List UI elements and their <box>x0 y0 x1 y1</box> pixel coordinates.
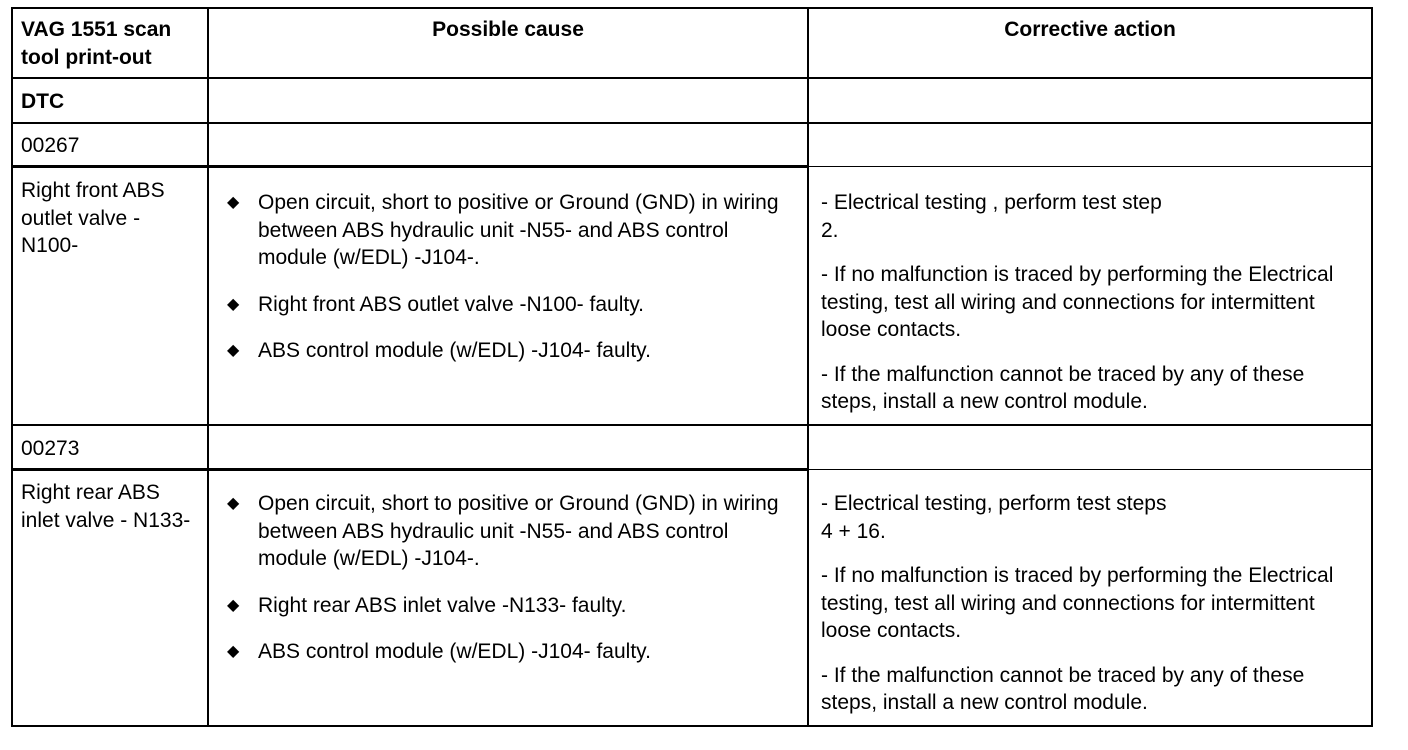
cause-item <box>227 189 799 272</box>
dtc-code-text: 00273 <box>21 437 80 460</box>
dtc-code <box>21 435 205 463</box>
row-divider-code-2-right <box>809 469 1371 470</box>
component-name-text: Right rear ABS inlet valve - N133- <box>21 481 191 532</box>
row-divider-code-1 <box>13 165 809 168</box>
cause-text: Right front ABS outlet valve -N100- faulty. <box>258 292 644 316</box>
cause-item <box>227 638 799 666</box>
component-name <box>21 177 201 260</box>
dtc-label <box>21 88 205 116</box>
row-divider-header <box>13 77 1371 79</box>
action-step: - If no malfunction is traced by performing the Electrical testing, test all wiring and connections for intermittent loose contacts. <box>821 263 1334 341</box>
header-corrective-action-label: Corrective action <box>1004 18 1176 41</box>
bullet-icon: ◆ <box>227 643 240 660</box>
row-divider-dtc <box>13 122 1371 124</box>
header-possible-cause <box>209 16 807 44</box>
header-scan-tool <box>21 16 205 71</box>
action-step: - If the malfunction cannot be traced by any of these steps, install a new control module. <box>821 663 1305 714</box>
action-step: - Electrical testing, perform test steps 4 + 16. <box>821 492 1167 543</box>
bullet-icon: ◆ <box>227 295 240 313</box>
row-divider-code-1-right <box>809 166 1371 167</box>
column-divider-2 <box>807 9 809 725</box>
cause-item <box>227 592 799 620</box>
cause-text: ABS control module (w/EDL) -J104- faulty. <box>258 339 651 362</box>
row-divider-code-2 <box>13 468 809 471</box>
action-step: - Electrical testing , perform test step 2. <box>821 191 1162 242</box>
possible-causes <box>227 189 799 384</box>
header-possible-cause-label: Possible cause <box>432 18 584 41</box>
possible-causes <box>227 490 799 685</box>
bullet-icon: ◆ <box>227 342 240 359</box>
action-step: - If no malfunction is traced by performing the Electrical testing, test all wiring and connections for intermittent loose contacts. <box>821 564 1334 642</box>
bullet-icon: ◆ <box>227 495 240 512</box>
cause-text: Open circuit, short to positive or Ground (GND) in wiring between ABS hydraulic unit -N55- and ABS control module (w/EDL) -J104-. <box>258 492 779 570</box>
cause-text: Open circuit, short to positive or Ground (GND) in wiring between ABS hydraulic unit -N55- and ABS control module (w/EDL) -J104-. <box>258 191 779 269</box>
cause-list <box>227 189 799 365</box>
cause-text: Right rear ABS inlet valve -N133- faulty. <box>258 593 627 617</box>
bullet-icon: ◆ <box>227 596 240 614</box>
cause-item <box>227 291 799 319</box>
cause-text: ABS control module (w/EDL) -J104- faulty. <box>258 640 651 663</box>
corrective-actions <box>821 490 1351 734</box>
dtc-code-text: 00267 <box>21 134 80 157</box>
corrective-actions <box>821 189 1351 433</box>
cause-item <box>227 337 799 365</box>
cause-list <box>227 490 799 666</box>
header-scan-tool-label: VAG 1551 scan tool print-out <box>21 18 172 69</box>
cause-item <box>227 490 799 573</box>
header-corrective-action <box>809 16 1371 44</box>
dtc-code <box>21 132 205 160</box>
column-divider-1 <box>207 9 209 725</box>
dtc-table <box>11 7 1373 727</box>
dtc-label-text: DTC <box>21 90 65 113</box>
component-name-text: Right front ABS outlet valve - N100- <box>21 179 165 257</box>
action-step: - If the malfunction cannot be traced by any of these steps, install a new control module. <box>821 362 1305 413</box>
bullet-icon: ◆ <box>227 194 240 211</box>
component-name <box>21 479 201 534</box>
